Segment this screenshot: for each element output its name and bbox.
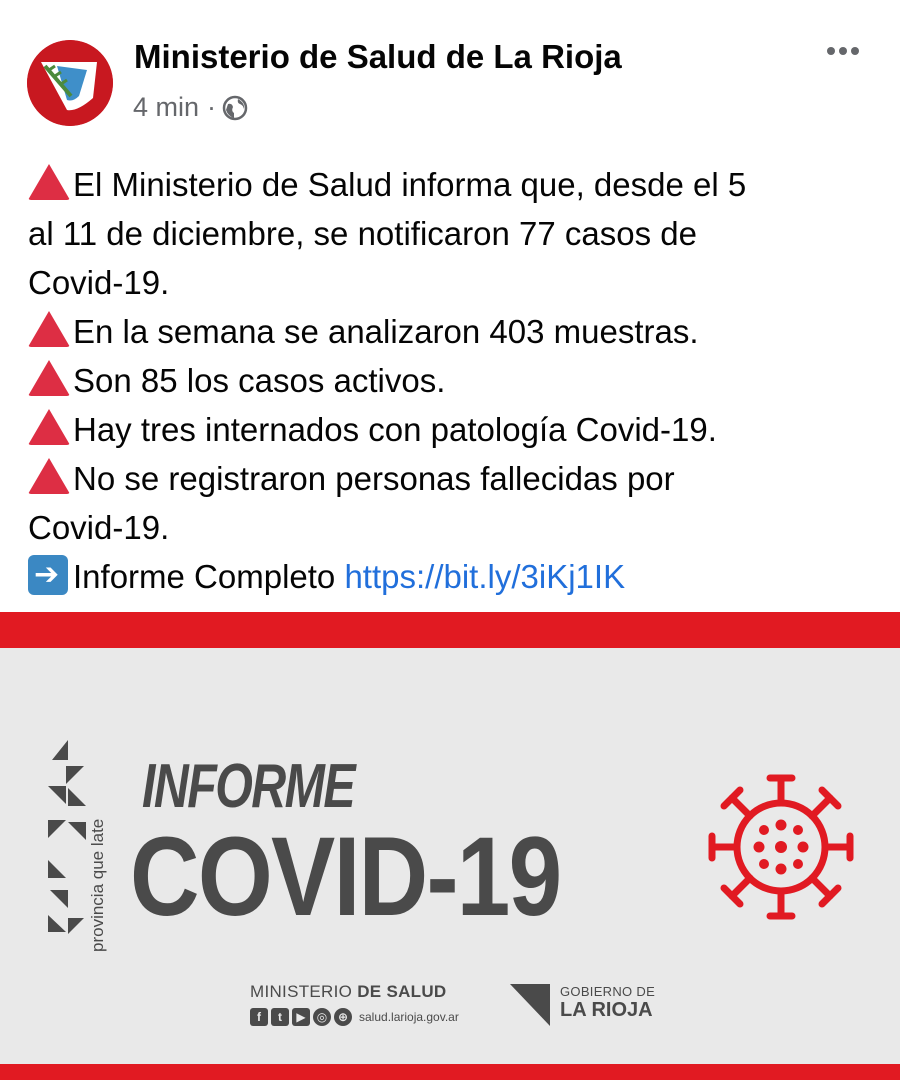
- post-line-text: El Ministerio de Salud informa que, desde el 5: [73, 166, 747, 203]
- twitter-icon: t: [271, 1008, 289, 1026]
- government-logo: [510, 984, 655, 1026]
- post-line-text: No se registraron personas fallecidas por: [73, 460, 675, 497]
- post-line: [28, 356, 878, 405]
- gobierno-small: GOBIERNO DE: [560, 984, 656, 999]
- post-line: [28, 503, 878, 552]
- post-image[interactable]: [0, 612, 900, 1080]
- page-name[interactable]: Ministerio de Salud de La Rioja: [134, 38, 622, 75]
- post-line: [28, 307, 878, 356]
- slogan-text: provincia que late: [88, 818, 107, 952]
- post-line: [28, 160, 878, 209]
- post-link-line: [28, 552, 878, 601]
- web-globe-icon: ⊕: [334, 1008, 352, 1026]
- post-text: [28, 160, 878, 601]
- ministry-logo-icon: [27, 40, 113, 126]
- more-dot: [851, 47, 859, 55]
- top-red-bar: [0, 612, 900, 648]
- red-triangle-icon: [28, 311, 70, 347]
- page-avatar[interactable]: [27, 40, 113, 126]
- right-arrow-icon: [28, 555, 68, 595]
- bottom-red-bar: [0, 1064, 900, 1080]
- red-triangle-icon: [28, 164, 70, 200]
- red-triangle-icon: [28, 409, 70, 445]
- red-triangle-icon: [28, 458, 70, 494]
- image-title-main: COVID-19: [130, 814, 561, 939]
- post-line-text: Hay tres internados con patología Covid-19.: [73, 411, 717, 448]
- post-line-text: Covid-19.: [28, 509, 170, 546]
- post-line: [28, 209, 878, 258]
- post-line-text: En la semana se analizaron 403 muestras.: [73, 313, 699, 350]
- meta-separator: ·: [207, 92, 217, 122]
- more-dot: [827, 47, 835, 55]
- facebook-icon: f: [250, 1008, 268, 1026]
- gobierno-big: LA RIOJA: [560, 999, 653, 1021]
- ministry-prefix: MINISTERIO: [250, 982, 358, 1001]
- virus-icon: [702, 768, 860, 926]
- gobierno-text: [560, 984, 655, 1022]
- post-timestamp[interactable]: 4 min: [133, 92, 200, 122]
- post-line: [28, 405, 878, 454]
- post-header: [0, 0, 900, 140]
- ministry-social-row: [250, 1008, 459, 1026]
- post-line: [28, 258, 878, 307]
- image-title-top: INFORME: [142, 752, 355, 821]
- red-triangle-icon: [28, 360, 70, 396]
- ministry-url: salud.larioja.gov.ar: [359, 1010, 459, 1024]
- post-line-text: al 11 de diciembre, se notificaron 77 casos de: [28, 215, 697, 252]
- ministry-title: [250, 982, 459, 1002]
- link-label: Informe Completo: [73, 558, 345, 595]
- more-dot: [839, 47, 847, 55]
- ministry-bold: DE SALUD: [357, 982, 447, 1001]
- gobierno-logo-icon: [510, 984, 554, 1026]
- post-line: [28, 454, 878, 503]
- post-line-text: Covid-19.: [28, 264, 170, 301]
- ministry-footer: [250, 982, 459, 1026]
- instagram-icon: ◎: [313, 1008, 331, 1026]
- globe-icon[interactable]: [222, 95, 248, 121]
- post-meta: [133, 92, 248, 123]
- more-options-button[interactable]: [818, 36, 868, 66]
- post-line-text: Son 85 los casos activos.: [73, 362, 446, 399]
- report-link[interactable]: https://bit.ly/3iKj1IK: [344, 558, 626, 595]
- youtube-icon: ▶: [292, 1008, 310, 1026]
